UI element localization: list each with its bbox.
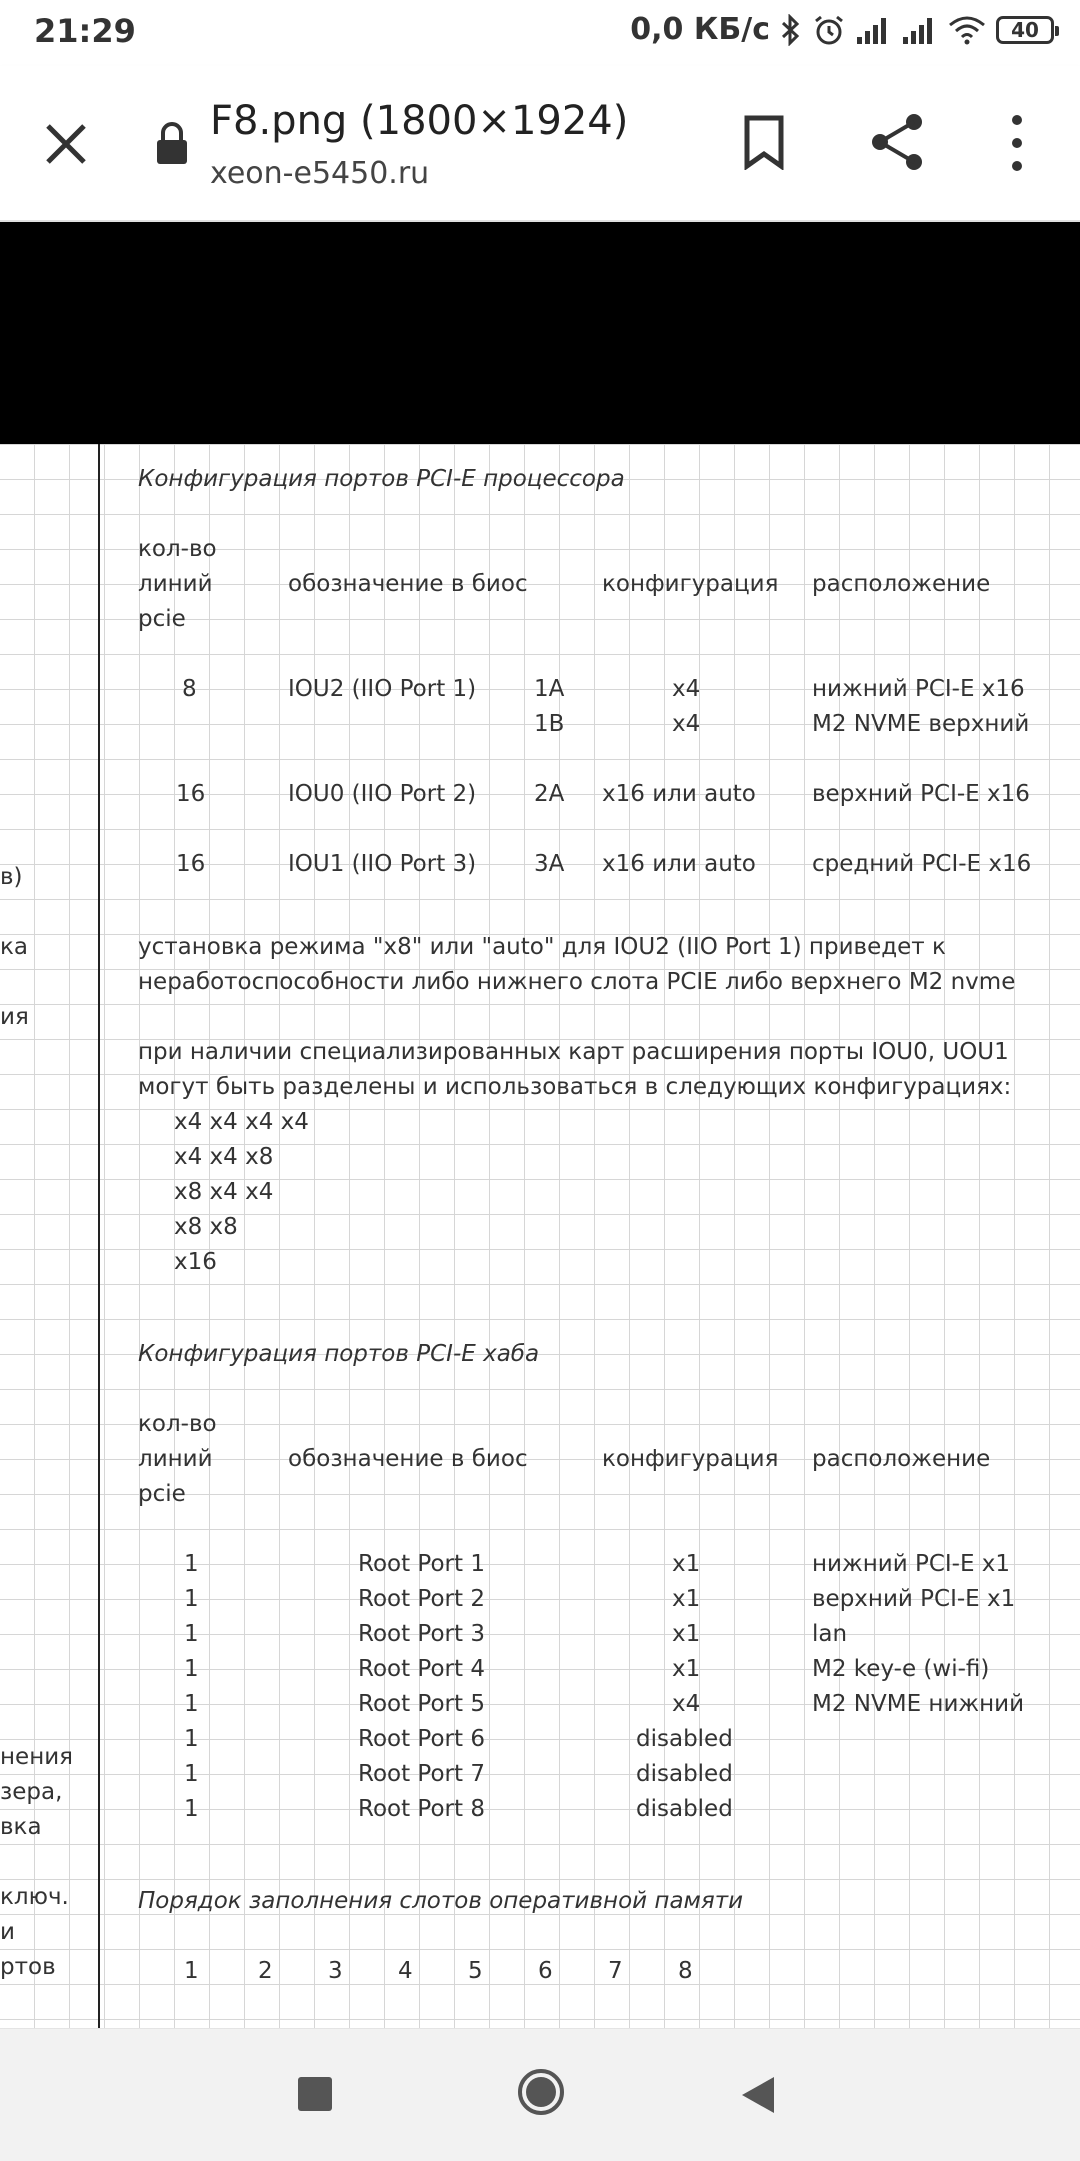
spreadsheet-image bbox=[0, 444, 1080, 2028]
cpu-row-port: 3A bbox=[534, 851, 565, 877]
hub-row-lanes: 1 bbox=[184, 1761, 199, 1787]
header-bios: обозначение в биос bbox=[288, 1446, 528, 1472]
ram-slot: 6 bbox=[538, 1958, 553, 1984]
ram-slot: 7 bbox=[608, 1958, 623, 1984]
status-bar bbox=[0, 0, 1080, 66]
hub-row-config: disabled bbox=[636, 1761, 733, 1787]
column-divider bbox=[98, 444, 100, 2028]
cpu-row-port: 2A bbox=[534, 781, 565, 807]
note-line: могут быть разделены и использоваться в следующих конфигурациях: bbox=[138, 1074, 1012, 1100]
net-speed: 0,0 КБ/с bbox=[630, 12, 770, 47]
header-config: конфигурация bbox=[602, 571, 779, 597]
more-vert-icon[interactable] bbox=[1000, 112, 1034, 174]
header-lanes: линий bbox=[138, 571, 213, 597]
cpu-row-lanes: 8 bbox=[182, 676, 197, 702]
battery-icon: 40 bbox=[996, 16, 1054, 44]
bifurcation-option: x16 bbox=[174, 1249, 217, 1275]
header-lanes: кол-во bbox=[138, 536, 217, 562]
hub-row-bios: Root Port 3 bbox=[358, 1621, 485, 1647]
note-line: неработоспособности либо нижнего слота PCIE либо верхнего M2 nvme bbox=[138, 969, 1016, 995]
header-config: конфигурация bbox=[602, 1446, 779, 1472]
header-lanes: линий bbox=[138, 1446, 213, 1472]
back-icon[interactable] bbox=[740, 2075, 776, 2115]
bifurcation-option: x8 x4 x4 bbox=[174, 1179, 274, 1205]
hub-row-lanes: 1 bbox=[184, 1796, 199, 1822]
cpu-row-port: 1B bbox=[534, 711, 565, 737]
hub-row-lanes: 1 bbox=[184, 1691, 199, 1717]
ram-slot: 5 bbox=[468, 1958, 483, 1984]
page-title: F8.png (1800×1924) bbox=[210, 98, 629, 144]
hub-row-location: lan bbox=[812, 1621, 848, 1647]
signal-icon bbox=[902, 15, 938, 45]
bifurcation-option: x8 x8 bbox=[174, 1214, 238, 1240]
hub-row-bios: Root Port 5 bbox=[358, 1691, 485, 1717]
cpu-row-config: x4 bbox=[672, 676, 701, 702]
image-black-band bbox=[0, 222, 1080, 444]
cpu-row-port: 1A bbox=[534, 676, 565, 702]
status-time: 21:29 bbox=[34, 12, 136, 50]
status-icons bbox=[630, 12, 1054, 47]
ram-slot: 8 bbox=[678, 1958, 693, 1984]
wifi-icon bbox=[948, 15, 986, 45]
cpu-row-bios: IOU0 (IIO Port 2) bbox=[288, 781, 477, 807]
bookmark-icon[interactable] bbox=[742, 114, 786, 170]
hub-row-location: нижний PCI-E x1 bbox=[812, 1551, 1011, 1577]
ram-slot: 3 bbox=[328, 1958, 343, 1984]
system-nav-bar bbox=[0, 2028, 1080, 2161]
ram-slot: 2 bbox=[258, 1958, 273, 1984]
left-fragment: и bbox=[0, 1919, 15, 1945]
viewer-app-bar bbox=[0, 66, 1080, 222]
note-line: при наличии специализированных карт расширения порты IOU0, UOU1 bbox=[138, 1039, 1009, 1065]
header-lanes: pcie bbox=[138, 1481, 186, 1507]
hub-row-config: x1 bbox=[672, 1621, 701, 1647]
cpu-row-bios: IOU1 (IIO Port 3) bbox=[288, 851, 477, 877]
hub-row-bios: Root Port 4 bbox=[358, 1656, 485, 1682]
hub-row-config: x1 bbox=[672, 1656, 701, 1682]
bluetooth-icon bbox=[780, 14, 802, 46]
ram-section-title: Порядок заполнения слотов оперативной памяти bbox=[138, 1888, 744, 1914]
hub-row-location: M2 key-e (wi-fi) bbox=[812, 1656, 990, 1682]
bifurcation-option: x4 x4 x4 x4 bbox=[174, 1109, 309, 1135]
hub-row-lanes: 1 bbox=[184, 1621, 199, 1647]
cpu-row-lanes: 16 bbox=[176, 781, 206, 807]
bifurcation-option: x4 x4 x8 bbox=[174, 1144, 274, 1170]
header-location: расположение bbox=[812, 1446, 991, 1472]
left-fragment: в) bbox=[0, 864, 23, 890]
hub-row-config: x1 bbox=[672, 1551, 701, 1577]
left-fragment: вка bbox=[0, 1814, 42, 1840]
cpu-row-config: x16 или auto bbox=[602, 851, 756, 877]
cpu-section-title: Конфигурация портов PCI-E процессора bbox=[138, 466, 625, 492]
hub-row-lanes: 1 bbox=[184, 1551, 199, 1577]
cpu-row-bios: IOU2 (IIO Port 1) bbox=[288, 676, 477, 702]
cpu-row-location: верхний PCI-E x16 bbox=[812, 781, 1030, 807]
alarm-icon bbox=[812, 13, 846, 47]
cpu-row-location: нижний PCI-E x16 bbox=[812, 676, 1025, 702]
home-icon[interactable] bbox=[516, 2067, 566, 2117]
hub-row-location: M2 NVME нижний bbox=[812, 1691, 1025, 1717]
hub-row-config: x4 bbox=[672, 1691, 701, 1717]
hub-row-bios: Root Port 1 bbox=[358, 1551, 485, 1577]
lock-icon bbox=[154, 120, 190, 166]
header-lanes: pcie bbox=[138, 606, 186, 632]
hub-row-lanes: 1 bbox=[184, 1586, 199, 1612]
left-fragment: ключ. bbox=[0, 1884, 69, 1910]
signal-icon bbox=[856, 15, 892, 45]
hub-row-bios: Root Port 7 bbox=[358, 1761, 485, 1787]
page-url: xeon-e5450.ru bbox=[210, 156, 430, 191]
hub-row-config: disabled bbox=[636, 1796, 733, 1822]
recents-icon[interactable] bbox=[298, 2077, 332, 2111]
hub-row-location: верхний PCI-E x1 bbox=[812, 1586, 1016, 1612]
header-bios: обозначение в биос bbox=[288, 571, 528, 597]
hub-section-title: Конфигурация портов PCI-E хаба bbox=[138, 1341, 540, 1367]
close-icon[interactable] bbox=[38, 116, 94, 172]
hub-row-bios: Root Port 2 bbox=[358, 1586, 485, 1612]
cpu-row-location: средний PCI-E x16 bbox=[812, 851, 1032, 877]
share-icon[interactable] bbox=[868, 112, 926, 172]
hub-row-config: disabled bbox=[636, 1726, 733, 1752]
ram-slot: 1 bbox=[184, 1958, 199, 1984]
header-lanes: кол-во bbox=[138, 1411, 217, 1437]
cpu-row-lanes: 16 bbox=[176, 851, 206, 877]
left-fragment: нения bbox=[0, 1744, 74, 1770]
hub-row-lanes: 1 bbox=[184, 1656, 199, 1682]
hub-row-lanes: 1 bbox=[184, 1726, 199, 1752]
left-fragment: ка bbox=[0, 934, 28, 960]
ram-slot: 4 bbox=[398, 1958, 413, 1984]
left-fragment: ия bbox=[0, 1004, 29, 1030]
cpu-row-location: M2 NVME верхний bbox=[812, 711, 1030, 737]
hub-row-bios: Root Port 6 bbox=[358, 1726, 485, 1752]
image-viewport[interactable] bbox=[0, 222, 1080, 2028]
hub-row-config: x1 bbox=[672, 1586, 701, 1612]
left-fragment: ртов bbox=[0, 1954, 56, 1980]
cpu-row-config: x16 или auto bbox=[602, 781, 756, 807]
note-line: установка режима "x8" или "auto" для IOU2 (IIO Port 1) приведет к bbox=[138, 934, 946, 960]
header-location: расположение bbox=[812, 571, 991, 597]
cpu-row-config: x4 bbox=[672, 711, 701, 737]
left-fragment: зера, bbox=[0, 1779, 63, 1805]
hub-row-bios: Root Port 8 bbox=[358, 1796, 485, 1822]
